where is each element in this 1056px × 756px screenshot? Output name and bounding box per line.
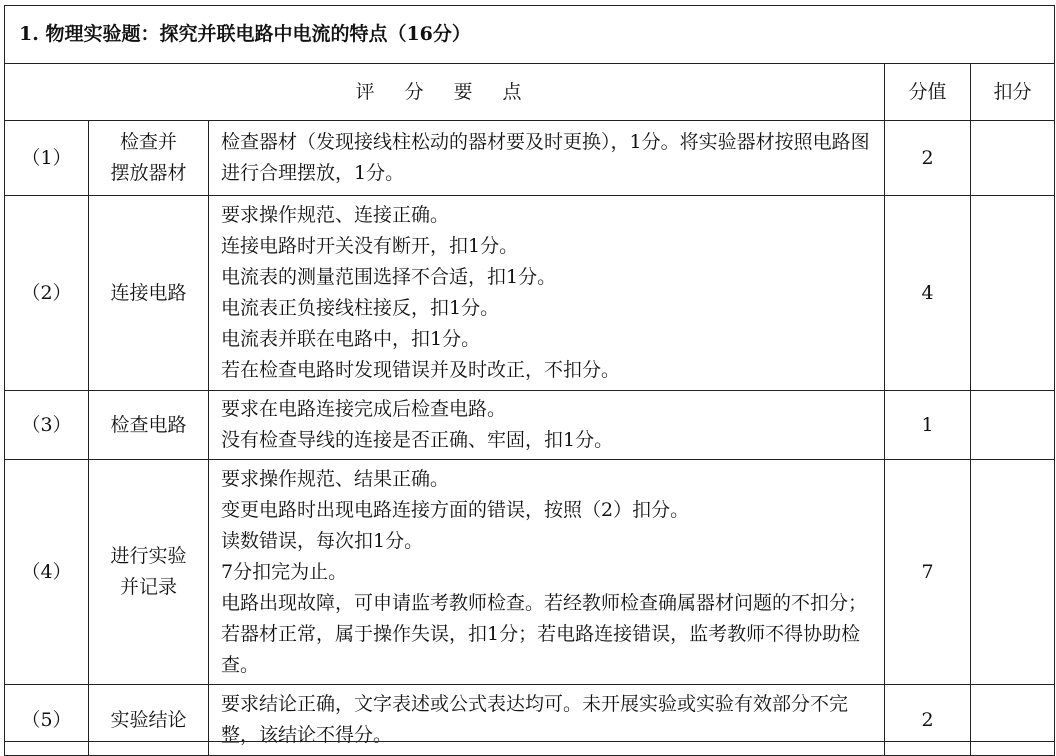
deduct-cell[interactable]	[971, 121, 1055, 196]
criteria-text: 要求操作规范、连接正确。 连接电路时开关没有断开，扣1分。 电流表的测量范围选择不合适，扣1分。 电流表正负接线柱接反，扣1分。 电流表并联在电路中，扣1分。 若在检查电路时发现错误并及时改正，不扣分。	[209, 196, 885, 391]
item-name: 进行实验 并记录	[89, 460, 209, 685]
criteria-header: 评 分 要 点	[5, 64, 885, 121]
table-row	[5, 121, 1055, 196]
score-value: 2	[885, 121, 971, 196]
table-row	[5, 391, 1055, 460]
item-name: 检查并 摆放器材	[89, 121, 209, 196]
row-number: （1）	[5, 121, 89, 196]
row-number: （2）	[5, 196, 89, 391]
score-value: 2	[885, 685, 971, 756]
criteria-text: 要求在电路连接完成后检查电路。 没有检查导线的连接是否正确、牢固，扣1分。	[209, 391, 885, 460]
score-value: 1	[885, 391, 971, 460]
deduct-cell[interactable]	[971, 196, 1055, 391]
question-title: 1. 物理实验题：探究并联电路中电流的特点（16分）	[5, 6, 1055, 64]
table-row	[5, 460, 1055, 685]
criteria-text: 要求结论正确，文字表述或公式表达均可。未开展实验或实验有效部分不完整，该结论不得分。	[209, 685, 885, 756]
deduct-header: 扣分	[971, 64, 1055, 121]
table-row	[5, 196, 1055, 391]
item-name: 检查电路	[89, 391, 209, 460]
bottom-rule	[4, 741, 1054, 742]
deduct-cell[interactable]	[971, 685, 1055, 756]
table-row	[5, 685, 1055, 756]
row-number: （5）	[5, 685, 89, 756]
item-name: 实验结论	[89, 685, 209, 756]
points-header: 分值	[885, 64, 971, 121]
deduct-cell[interactable]	[971, 460, 1055, 685]
scoring-table	[4, 5, 1055, 756]
row-number: （3）	[5, 391, 89, 460]
deduct-cell[interactable]	[971, 391, 1055, 460]
row-number: （4）	[5, 460, 89, 685]
score-value: 7	[885, 460, 971, 685]
criteria-text: 要求操作规范、结果正确。 变更电路时出现电路连接方面的错误，按照（2）扣分。 读数错误，每次扣1分。 7分扣完为止。 电路出现故障，可申请监考教师检查。若经教师检查确属器材问题的不扣分；若器材正常，属于操作失误，扣1分；若电路连接错误，监考教师不得协助检查。	[209, 460, 885, 685]
criteria-text: 检查器材（发现接线柱松动的器材要及时更换），1分。将实验器材按照电路图进行合理摆放，1分。	[209, 121, 885, 196]
item-name: 连接电路	[89, 196, 209, 391]
score-value: 4	[885, 196, 971, 391]
